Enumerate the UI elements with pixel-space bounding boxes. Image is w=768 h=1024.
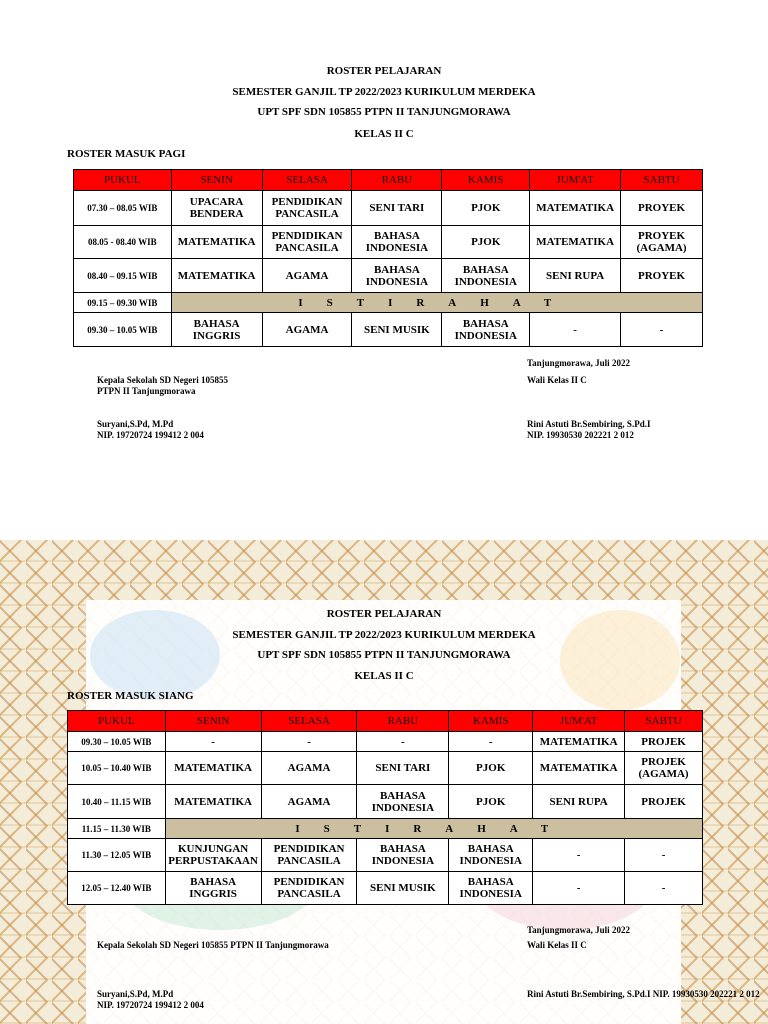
doc-title: ROSTER PELAJARAN: [326, 608, 442, 620]
time-cell: 12.05 – 12.40 WIB: [68, 872, 166, 905]
teacher-title: Wali Kelas II C: [527, 375, 587, 385]
principal-title: Kepala Sekolah SD Negeri 105855: [97, 375, 229, 385]
teacher-name: Rini Astuti Br.Sembiring, S.Pd.I: [527, 419, 651, 429]
doc-subtitle-class: KELAS II C: [354, 128, 414, 140]
subject-cell: UPACARA BENDERA: [171, 191, 262, 226]
table-row: [74, 313, 703, 347]
subject-cell: BAHASA INDONESIA: [357, 785, 449, 819]
subject-cell: SENI RUPA: [530, 259, 621, 293]
column-header: SELASA: [262, 170, 352, 191]
table-row: [74, 226, 703, 259]
column-header: SENIN: [165, 711, 261, 732]
principal-nip: NIP. 19720724 199412 2 004: [97, 1000, 204, 1010]
subject-cell: SENI RUPA: [533, 785, 625, 819]
table-row: [74, 191, 703, 226]
table-row: [74, 259, 703, 293]
doc-subtitle-school: UPT SPF SDN 105855 PTPN II TANJUNGMORAWA: [257, 649, 511, 661]
subject-cell: BAHASA INDONESIA: [442, 313, 530, 347]
principal-name: Suryani,S.Pd, M.Pd: [97, 989, 174, 999]
subject-cell: -: [530, 313, 621, 347]
principal-signature-block: [97, 375, 228, 441]
doc-subtitle-class: KELAS II C: [354, 670, 414, 682]
subject-cell: AGAMA: [262, 313, 352, 347]
subject-cell: -: [449, 732, 533, 752]
subject-cell: MATEMATIKA: [533, 752, 625, 785]
table-header-row: [74, 170, 703, 191]
subject-cell: MATEMATIKA: [165, 785, 261, 819]
time-cell: 11.15 – 11.30 WIB: [68, 819, 166, 839]
table-row: [68, 752, 703, 785]
subject-cell: AGAMA: [261, 785, 357, 819]
subject-cell: -: [625, 839, 703, 872]
subject-cell: PROYEK: [621, 259, 703, 293]
time-cell: 09.30 – 10.05 WIB: [74, 313, 172, 347]
subject-cell: BAHASA INGGRIS: [165, 872, 261, 905]
time-cell: 10.40 – 11.15 WIB: [68, 785, 166, 819]
subject-cell: MATEMATIKA: [171, 226, 262, 259]
time-cell: 09.30 – 10.05 WIB: [68, 732, 166, 752]
subject-cell: PROYEK (AGAMA): [621, 226, 703, 259]
subject-cell: BAHASA INDONESIA: [352, 226, 442, 259]
table-row: [68, 839, 703, 872]
section-label: ROSTER MASUK SIANG: [67, 690, 194, 702]
time-cell: 08.05 - 08.40 WIB: [74, 226, 172, 259]
time-cell: 11.30 – 12.05 WIB: [68, 839, 166, 872]
teacher-signature-block: [527, 940, 760, 1000]
table-row: [68, 732, 703, 752]
subject-cell: MATEMATIKA: [530, 226, 621, 259]
time-cell: 07.30 – 08.05 WIB: [74, 191, 172, 226]
subject-cell: PENDIDIKAN PANCASILA: [261, 872, 357, 905]
table-header-row: [68, 711, 703, 732]
time-cell: 09.15 – 09.30 WIB: [74, 293, 172, 313]
subject-cell: PROJEK: [625, 732, 703, 752]
subject-cell: -: [533, 839, 625, 872]
subject-cell: -: [621, 313, 703, 347]
subject-cell: MATEMATIKA: [171, 259, 262, 293]
place-date: Tanjungmorawa, Juli 2022: [527, 925, 630, 935]
column-header: JUM'AT: [530, 170, 621, 191]
subject-cell: PJOK: [449, 785, 533, 819]
table-row: [68, 785, 703, 819]
subject-cell: BAHASA INDONESIA: [352, 259, 442, 293]
subject-cell: PJOK: [442, 191, 530, 226]
subject-cell: BAHASA INDONESIA: [449, 839, 533, 872]
column-header: SABTU: [621, 170, 703, 191]
break-row: [68, 819, 703, 839]
subject-cell: -: [261, 732, 357, 752]
subject-cell: MATEMATIKA: [533, 732, 625, 752]
subject-cell: PROYEK: [621, 191, 703, 226]
subject-cell: BAHASA INDONESIA: [442, 259, 530, 293]
subject-cell: MATEMATIKA: [530, 191, 621, 226]
subject-cell: -: [625, 872, 703, 905]
subject-cell: SENI TARI: [357, 752, 449, 785]
subject-cell: BAHASA INGGRIS: [171, 313, 262, 347]
document-page-siang: [0, 540, 768, 1024]
column-header: KAMIS: [449, 711, 533, 732]
subject-cell: PROJEK: [625, 785, 703, 819]
column-header: RABU: [357, 711, 449, 732]
column-header: KAMIS: [442, 170, 530, 191]
teacher-signature-block: [527, 375, 650, 441]
break-row: [74, 293, 703, 313]
table-row: [68, 872, 703, 905]
schedule-table: [73, 169, 703, 347]
time-cell: 08.40 – 09.15 WIB: [74, 259, 172, 293]
principal-name: Suryani,S.Pd, M.Pd: [97, 419, 174, 429]
subject-cell: AGAMA: [261, 752, 357, 785]
subject-cell: PJOK: [442, 226, 530, 259]
subject-cell: PENDIDIKAN PANCASILA: [262, 226, 352, 259]
principal-title: Kepala Sekolah SD Negeri 105855 PTPN II Tanjungmorawa: [97, 940, 329, 950]
doc-subtitle-school: UPT SPF SDN 105855 PTPN II TANJUNGMORAWA: [257, 106, 511, 118]
subject-cell: BAHASA INDONESIA: [357, 839, 449, 872]
teacher-name-nip: Rini Astuti Br.Sembiring, S.Pd.I NIP. 19930530 202221 2 012: [527, 989, 760, 999]
subject-cell: AGAMA: [262, 259, 352, 293]
subject-cell: PJOK: [449, 752, 533, 785]
column-header: PUKUL: [68, 711, 166, 732]
column-header: SELASA: [261, 711, 357, 732]
place-date: Tanjungmorawa, Juli 2022: [527, 358, 630, 368]
subject-cell: PENDIDIKAN PANCASILA: [261, 839, 357, 872]
break-label: ISTIRAHAT: [165, 819, 702, 839]
subject-cell: BAHASA INDONESIA: [449, 872, 533, 905]
subject-cell: -: [165, 732, 261, 752]
subject-cell: MATEMATIKA: [165, 752, 261, 785]
subject-cell: SENI TARI: [352, 191, 442, 226]
time-cell: 10.05 – 10.40 WIB: [68, 752, 166, 785]
teacher-title: Wali Kelas II C: [527, 940, 587, 950]
break-label: ISTIRAHAT: [171, 293, 702, 313]
principal-nip: NIP. 19720724 199412 2 004: [97, 430, 204, 440]
subject-cell: -: [357, 732, 449, 752]
subject-cell: KUNJUNGAN PERPUSTAKAAN: [165, 839, 261, 872]
principal-title-2: PTPN II Tanjungmorawa: [97, 386, 196, 396]
column-header: PUKUL: [74, 170, 172, 191]
column-header: JUM'AT: [533, 711, 625, 732]
doc-title: ROSTER PELAJARAN: [326, 65, 442, 77]
doc-subtitle-semester: SEMESTER GANJIL TP 2022/2023 KURIKULUM MERDEKA: [232, 629, 536, 641]
subject-cell: PENDIDIKAN PANCASILA: [262, 191, 352, 226]
principal-signature-block: [97, 940, 329, 1011]
subject-cell: PROJEK (AGAMA): [625, 752, 703, 785]
teacher-nip: NIP. 19930530 202221 2 012: [527, 430, 634, 440]
subject-cell: SENI MUSIK: [357, 872, 449, 905]
column-header: SENIN: [171, 170, 262, 191]
column-header: SABTU: [625, 711, 703, 732]
section-label: ROSTER MASUK PAGI: [67, 148, 186, 160]
schedule-table: [67, 710, 703, 905]
column-header: RABU: [352, 170, 442, 191]
subject-cell: -: [533, 872, 625, 905]
doc-subtitle-semester: SEMESTER GANJIL TP 2022/2023 KURIKULUM MERDEKA: [232, 86, 536, 98]
subject-cell: SENI MUSIK: [352, 313, 442, 347]
